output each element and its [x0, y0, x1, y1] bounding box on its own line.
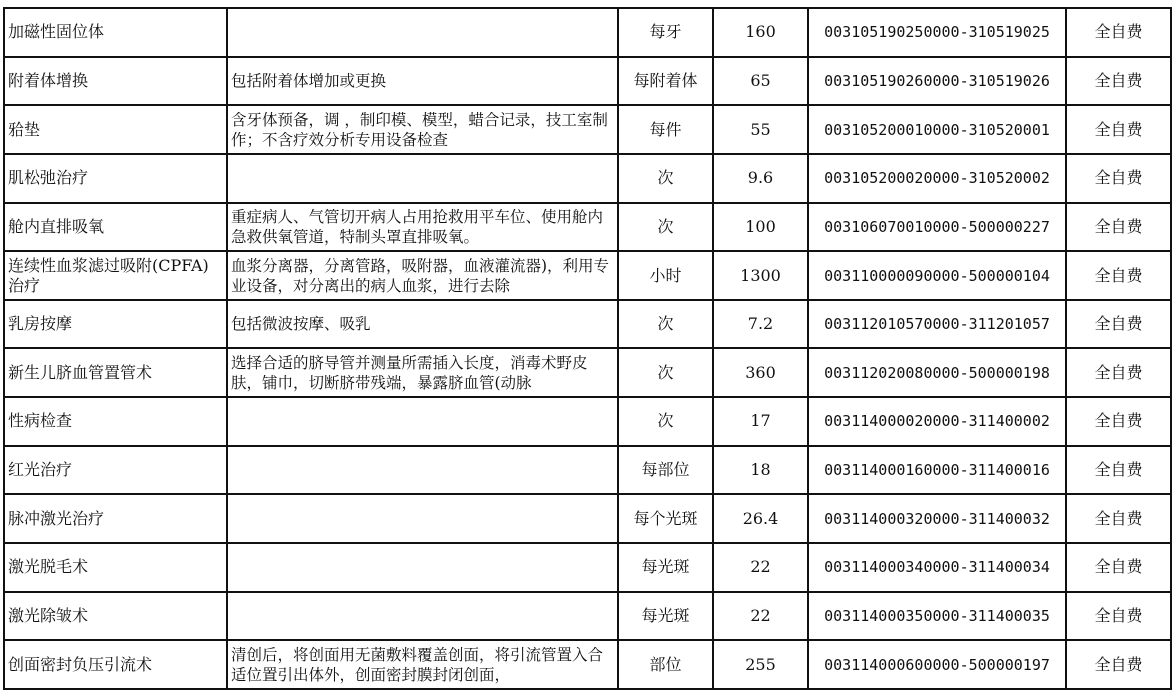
price-text: 255	[745, 654, 776, 674]
item-name-cell	[4, 57, 227, 106]
payment-type-cell	[1066, 105, 1171, 154]
payment-type-text: 全自费	[1094, 606, 1143, 625]
code-text: 003112020080000-500000198	[824, 363, 1050, 382]
price-cell	[713, 640, 808, 689]
payment-type-cell	[1066, 640, 1171, 689]
unit-cell	[618, 251, 713, 300]
unit-cell	[618, 348, 713, 397]
unit-text: 部位	[649, 654, 682, 674]
unit-text: 小时	[649, 265, 682, 285]
price-cell	[713, 57, 808, 106]
item-name-cell	[4, 640, 227, 689]
table-row	[4, 446, 1171, 495]
item-name-cell	[4, 203, 227, 252]
code-text: 003106070010000-500000227	[824, 217, 1050, 236]
code-cell	[808, 300, 1066, 349]
code-text: 003114000600000-500000197	[824, 655, 1050, 674]
code-text: 003105190260000-310519026	[824, 71, 1050, 90]
payment-type-text: 全自费	[1094, 265, 1143, 285]
unit-text: 每牙	[649, 22, 682, 42]
description-text: 选择合适的脐导管并测量所需插入长度，消毒术野皮肤，铺巾，切断脐带残端，暴露脐血管(动脉	[231, 353, 588, 392]
item-name-text: 𬌗垫	[8, 119, 41, 139]
item-name-text: 红光治疗	[8, 460, 73, 480]
description-cell	[227, 57, 618, 106]
code-cell	[808, 203, 1066, 252]
payment-type-text: 全自费	[1094, 216, 1143, 236]
unit-text: 次	[657, 216, 674, 236]
price-cell	[713, 105, 808, 154]
price-text: 160	[745, 22, 776, 42]
price-text: 55	[750, 119, 771, 139]
unit-text: 每部位	[641, 460, 690, 480]
description-text: 清创后，将创面用无菌敷料覆盖创面，将引流管置入合适位置引出体外，创面密封膜封闭创面，	[231, 645, 604, 684]
payment-type-text: 全自费	[1094, 314, 1143, 334]
payment-type-cell	[1066, 446, 1171, 495]
item-name-cell	[4, 446, 227, 495]
price-text: 9.6	[747, 168, 774, 188]
payment-type-cell	[1066, 57, 1171, 106]
item-name-text: 舱内直排吸氧	[8, 216, 105, 236]
description-cell	[227, 154, 618, 203]
unit-cell	[618, 154, 713, 203]
table-row	[4, 251, 1171, 300]
table-row	[4, 203, 1171, 252]
payment-type-text: 全自费	[1094, 70, 1143, 90]
item-name-text: 激光脱毛术	[8, 557, 89, 577]
code-cell	[808, 57, 1066, 106]
price-cell	[713, 154, 808, 203]
payment-type-cell	[1066, 543, 1171, 592]
item-name-text: 乳房按摩	[8, 314, 73, 334]
price-text: 100	[745, 216, 776, 236]
description-cell	[227, 251, 618, 300]
code-text: 003105200020000-310520002	[824, 169, 1050, 188]
payment-type-cell	[1066, 8, 1171, 57]
price-cell	[713, 8, 808, 57]
unit-text: 次	[657, 314, 674, 334]
table-row	[4, 592, 1171, 641]
price-cell	[713, 203, 808, 252]
table-row	[4, 300, 1171, 349]
unit-cell	[618, 640, 713, 689]
price-text: 22	[750, 606, 771, 625]
description-cell	[227, 8, 618, 57]
code-cell	[808, 251, 1066, 300]
payment-type-text: 全自费	[1094, 557, 1143, 577]
description-cell	[227, 397, 618, 446]
description-text: 含牙体预备，调 ，制印模、模型，蜡合记录，技工室制作；不含疗效分析专用设备检查	[231, 110, 608, 149]
payment-type-text: 全自费	[1094, 362, 1143, 382]
payment-type-cell	[1066, 300, 1171, 349]
description-cell	[227, 105, 618, 154]
item-name-text: 性病检查	[8, 411, 73, 431]
unit-cell	[618, 8, 713, 57]
description-text: 包括微波按摩、吸乳	[231, 315, 371, 334]
price-cell	[713, 348, 808, 397]
unit-text: 每件	[649, 119, 682, 139]
payment-type-text: 全自费	[1094, 508, 1143, 528]
price-cell	[713, 397, 808, 446]
description-text: 重症病人、气管切开病人占用抢救用平车位、使用舱内急救供氧管道，特制头罩直排吸氧。	[231, 207, 604, 246]
item-name-cell	[4, 300, 227, 349]
item-name-cell	[4, 105, 227, 154]
table-row	[4, 154, 1171, 203]
code-text: 003114000020000-311400002	[824, 412, 1050, 431]
unit-cell	[618, 592, 713, 641]
code-text: 003114000340000-311400034	[824, 558, 1050, 577]
code-cell	[808, 397, 1066, 446]
payment-type-text: 全自费	[1094, 460, 1143, 480]
price-cell	[713, 494, 808, 543]
description-cell	[227, 543, 618, 592]
price-cell	[713, 592, 808, 641]
payment-type-cell	[1066, 203, 1171, 252]
description-cell	[227, 300, 618, 349]
price-text: 26.4	[742, 508, 779, 528]
payment-type-cell	[1066, 494, 1171, 543]
description-cell	[227, 592, 618, 641]
unit-cell	[618, 300, 713, 349]
item-name-cell	[4, 592, 227, 641]
table-row	[4, 57, 1171, 106]
price-text: 1300	[740, 265, 781, 285]
unit-cell	[618, 105, 713, 154]
unit-text: 每个光斑	[633, 508, 698, 528]
price-text: 7.2	[747, 314, 774, 334]
table-row	[4, 348, 1171, 397]
price-cell	[713, 251, 808, 300]
item-name-text: 连续性血浆滤过吸附(CPFA)治疗	[8, 255, 209, 295]
payment-type-cell	[1066, 348, 1171, 397]
code-text: 003110000090000-500000104	[824, 266, 1050, 285]
payment-type-cell	[1066, 154, 1171, 203]
code-text: 003112010570000-311201057	[824, 315, 1050, 334]
description-cell	[227, 446, 618, 495]
unit-cell	[618, 203, 713, 252]
unit-cell	[618, 397, 713, 446]
unit-text: 次	[657, 411, 674, 431]
code-cell	[808, 154, 1066, 203]
price-text: 17	[750, 411, 771, 431]
code-cell	[808, 446, 1066, 495]
code-cell	[808, 592, 1066, 641]
payment-type-cell	[1066, 592, 1171, 641]
description-cell	[227, 640, 618, 689]
description-cell	[227, 494, 618, 543]
code-text: 003105200010000-310520001	[824, 120, 1050, 139]
description-cell	[227, 348, 618, 397]
item-name-text: 创面密封负压引流术	[8, 654, 153, 674]
description-cell	[227, 203, 618, 252]
price-text: 18	[750, 460, 771, 480]
price-cell	[713, 446, 808, 495]
item-name-text: 激光除皱术	[8, 606, 89, 625]
price-cell	[713, 543, 808, 592]
table-row	[4, 640, 1171, 689]
code-text: 003114000350000-311400035	[824, 607, 1050, 625]
payment-type-text: 全自费	[1094, 168, 1143, 188]
table-row	[4, 543, 1171, 592]
table-row	[4, 494, 1171, 543]
payment-type-cell	[1066, 251, 1171, 300]
item-name-cell	[4, 543, 227, 592]
item-name-cell	[4, 494, 227, 543]
price-text: 360	[745, 362, 776, 382]
unit-text: 每光斑	[641, 557, 690, 577]
fee-table	[3, 7, 1172, 690]
unit-cell	[618, 494, 713, 543]
unit-text: 次	[657, 168, 674, 188]
item-name-cell	[4, 8, 227, 57]
item-name-text: 附着体增换	[8, 70, 89, 90]
fee-table-body	[4, 8, 1171, 689]
unit-text: 每附着体	[633, 70, 698, 90]
table-row	[4, 397, 1171, 446]
price-text: 65	[750, 70, 771, 90]
item-name-cell	[4, 397, 227, 446]
payment-type-text: 全自费	[1094, 654, 1143, 674]
code-text: 003105190250000-310519025	[824, 23, 1050, 42]
item-name-text: 脉冲激光治疗	[8, 508, 105, 528]
description-text: 血浆分离器，分离管路，吸附器，血液灌流器)，利用专业设备，对分离出的病人血浆，进行去除	[231, 256, 610, 295]
unit-text: 次	[657, 362, 674, 382]
code-cell	[808, 105, 1066, 154]
table-row	[4, 105, 1171, 154]
unit-cell	[618, 57, 713, 106]
item-name-text: 肌松弛治疗	[8, 168, 89, 188]
payment-type-text: 全自费	[1094, 22, 1143, 42]
item-name-text: 加磁性固位体	[8, 22, 105, 42]
unit-text: 每光斑	[641, 606, 690, 625]
price-cell	[713, 300, 808, 349]
code-text: 003114000320000-311400032	[824, 509, 1050, 528]
item-name-cell	[4, 251, 227, 300]
item-name-text: 新生儿脐血管置管术	[8, 362, 153, 382]
table-row	[4, 8, 1171, 57]
code-text: 003114000160000-311400016	[824, 461, 1050, 480]
payment-type-cell	[1066, 397, 1171, 446]
code-cell	[808, 543, 1066, 592]
unit-cell	[618, 446, 713, 495]
unit-cell	[618, 543, 713, 592]
item-name-cell	[4, 348, 227, 397]
payment-type-text: 全自费	[1094, 119, 1143, 139]
description-text: 包括附着体增加或更换	[231, 71, 387, 90]
item-name-cell	[4, 154, 227, 203]
price-text: 22	[750, 557, 771, 577]
code-cell	[808, 348, 1066, 397]
code-cell	[808, 640, 1066, 689]
payment-type-text: 全自费	[1094, 411, 1143, 431]
code-cell	[808, 494, 1066, 543]
code-cell	[808, 8, 1066, 57]
